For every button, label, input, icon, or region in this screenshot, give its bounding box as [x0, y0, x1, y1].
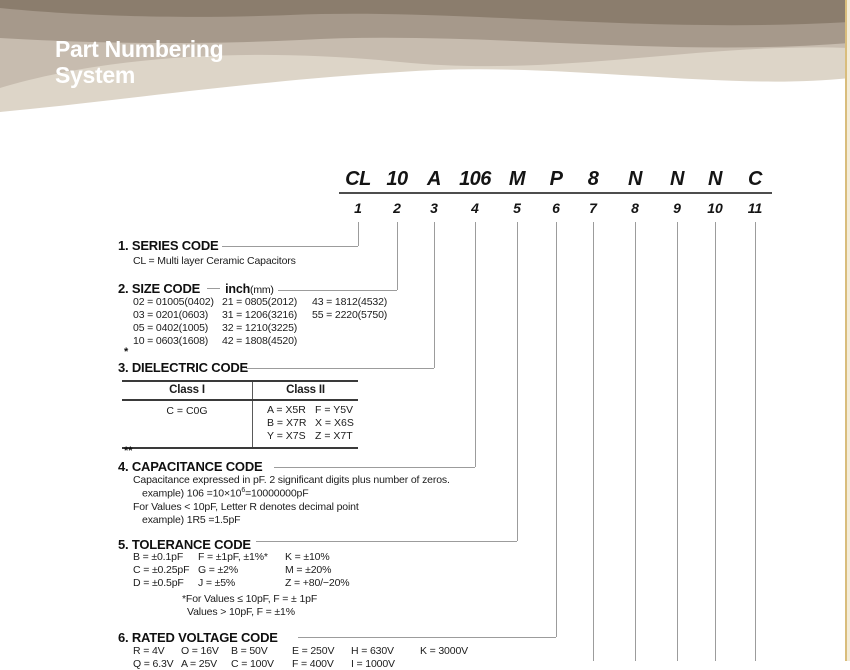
series-code-desc: CL = Multi layer Ceramic Capacitors [133, 255, 296, 267]
code-2: 10 [386, 168, 408, 190]
tolerance-code-title: 5. TOLERANCE CODE [118, 537, 251, 552]
size-entry: 10 = 0603(1608) [133, 335, 209, 347]
size-unit-mm: (mm) [250, 284, 274, 296]
tolerance-footnote1: *For Values ≤ 10pF, F = ± 1pF [182, 593, 318, 605]
size-entry: 02 = 01005(0402) [133, 296, 214, 308]
digit-11: 11 [747, 200, 763, 216]
tolerance-entry: C = ±0.25pF [133, 564, 190, 576]
size-entry: 05 = 0402(1005) [133, 322, 209, 334]
page-title [55, 36, 223, 88]
tolerance-entry: D = ±0.5pF [133, 577, 184, 589]
class1-value: C = C0G [122, 401, 253, 447]
leader-vline-4 [475, 222, 476, 467]
class2-entry: Y = X7S [267, 430, 306, 442]
tolerance-entry: F = ±1pF, ±1%* [198, 551, 268, 563]
class2-row [267, 430, 358, 443]
tolerance-entry: K = ±10% [285, 551, 330, 563]
tolerance-col2 [198, 551, 268, 590]
leader-vline-3 [434, 222, 435, 368]
tolerance-col1 [133, 551, 189, 590]
code-10: N [708, 168, 722, 190]
class2-entry: F = Y5V [315, 404, 354, 416]
dielectric-table [122, 380, 358, 449]
leader-hline-1 [222, 246, 358, 247]
code-9: N [670, 168, 684, 190]
digit-9: 9 [673, 200, 681, 216]
digit-7: 7 [589, 200, 597, 216]
size-entry: 32 = 1210(3225) [222, 322, 298, 334]
class2-values [253, 401, 358, 447]
example1-suffix: =10000000pF [245, 487, 309, 500]
digit-3: 3 [430, 200, 438, 216]
leader-hline-2 [278, 290, 397, 291]
voltage-entry: F = 400V [292, 658, 334, 670]
example1-exponent: 6 [241, 487, 246, 494]
size-entry: 42 = 1808(4520) [222, 335, 298, 347]
voltage-entry: K = 3000V [420, 645, 468, 657]
size-entry: 55 = 2220(5750) [312, 309, 388, 321]
size-entry: 31 = 1206(3216) [222, 309, 298, 321]
tolerance-entry: B = ±0.1pF [133, 551, 184, 563]
digit-4: 4 [471, 200, 479, 216]
capacitance-line2: For Values < 10pF, Letter R denotes decimal point [133, 501, 359, 513]
voltage-entry: I = 1000V [351, 658, 395, 670]
code-4: 106 [459, 168, 491, 190]
code-7: 8 [587, 168, 599, 190]
class2-entry: Z = X7T [315, 430, 353, 442]
dielectric-footnote-marker: * [124, 346, 130, 358]
example1-prefix: example) 106 =10×10 [142, 487, 242, 500]
voltage-entry: Q = 6.3V [133, 658, 174, 670]
leader-hline-3 [246, 368, 434, 369]
tolerance-footnote2: Values > 10pF, F = ±1% [187, 606, 295, 618]
voltage-entry: C = 100V [231, 658, 274, 670]
leader-vline-5 [517, 222, 518, 541]
leader-vline-8 [635, 222, 636, 661]
digit-5: 5 [513, 200, 521, 216]
leader-vline-9 [677, 222, 678, 661]
dielectric-table-body [122, 401, 358, 447]
size-code-title-text: 2. SIZE CODE [118, 281, 201, 296]
voltage-entry: O = 16V [181, 645, 219, 657]
dielectric-code-title: 3. DIELECTRIC CODE [118, 360, 249, 375]
leader-vline-2 [397, 222, 398, 290]
capacitance-example2: example) 1R5 =1.5pF [142, 514, 241, 526]
code-6: P [549, 168, 563, 190]
class2-row [267, 404, 358, 417]
size-entry: 21 = 0805(2012) [222, 296, 298, 308]
voltage-entry: B = 50V [231, 645, 268, 657]
digit-10: 10 [707, 200, 723, 216]
leader-hline-5 [256, 541, 517, 542]
leader-vline-11 [755, 222, 756, 661]
digit-1: 1 [354, 200, 362, 216]
code-1: CL [345, 168, 371, 190]
size-code-col3 [312, 296, 387, 322]
leader-vline-1 [358, 222, 359, 246]
dielectric-table-header [122, 382, 358, 401]
part-number-underline [339, 192, 772, 194]
voltage-entry: H = 630V [351, 645, 394, 657]
capacitance-footnote-marker: ** [124, 445, 133, 457]
class2-entry: B = X7R [267, 417, 307, 429]
tolerance-entry: Z = +80/−20% [285, 577, 350, 589]
tolerance-entry: J = ±5% [198, 577, 236, 589]
size-code-col1 [133, 296, 214, 348]
voltage-entry: E = 250V [292, 645, 335, 657]
page-title-line1: Part Numbering [55, 36, 224, 62]
class2-header: Class II [286, 384, 325, 396]
class2-row [267, 417, 358, 430]
digit-2: 2 [393, 200, 401, 216]
capacitance-example1 [142, 487, 309, 500]
size-code-title [118, 281, 274, 296]
capacitance-code-title: 4. CAPACITANCE CODE [118, 459, 263, 474]
size-unit-dash [207, 288, 220, 289]
code-3: A [427, 168, 441, 190]
leader-hline-6 [298, 637, 556, 638]
page-edge-strip [845, 0, 850, 661]
digit-6: 6 [552, 200, 560, 216]
tolerance-entry: G = ±2% [198, 564, 239, 576]
leader-vline-7 [593, 222, 594, 661]
voltage-code-title: 6. RATED VOLTAGE CODE [118, 630, 278, 645]
code-11: C [748, 168, 762, 190]
leader-vline-10 [715, 222, 716, 661]
page-title-line2: System [55, 62, 136, 88]
code-5: M [508, 168, 526, 190]
size-unit-inch: inch [225, 282, 251, 296]
voltage-entry: A = 25V [181, 658, 218, 670]
code-8: N [628, 168, 642, 190]
tolerance-entry: M = ±20% [285, 564, 332, 576]
capacitance-line1: Capacitance expressed in pF. 2 significant digits plus number of zeros. [133, 474, 450, 486]
size-entry: 43 = 1812(4532) [312, 296, 388, 308]
series-code-title: 1. SERIES CODE [118, 238, 219, 253]
size-entry: 03 = 0201(0603) [133, 309, 209, 321]
class2-entry: A = X5R [267, 404, 306, 416]
leader-hline-4 [274, 467, 475, 468]
class2-entry: X = X6S [315, 417, 354, 429]
digit-8: 8 [631, 200, 639, 216]
voltage-entry: R = 4V [133, 645, 165, 657]
tolerance-col3 [285, 551, 349, 590]
leader-vline-6 [556, 222, 557, 637]
class1-header: Class I [122, 382, 253, 399]
size-code-col2 [222, 296, 297, 348]
